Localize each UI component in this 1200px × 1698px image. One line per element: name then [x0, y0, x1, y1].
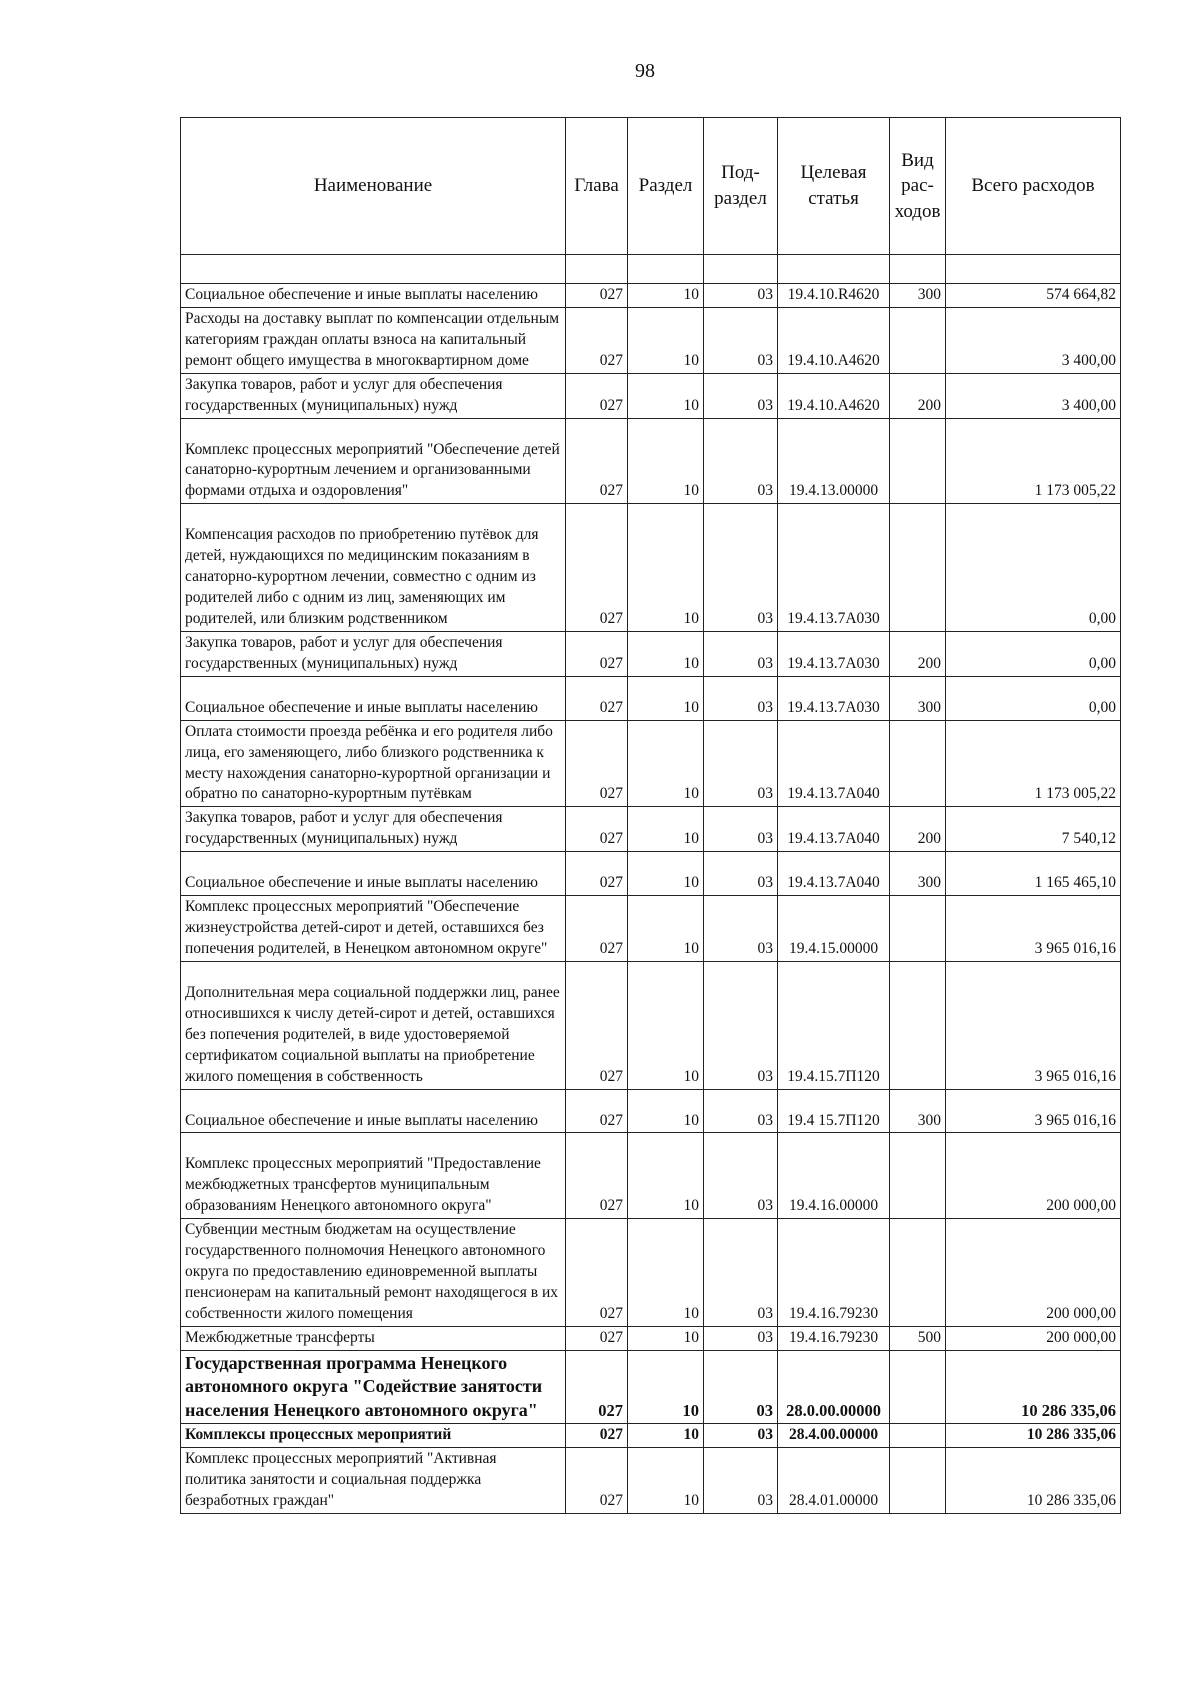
cell-glava-text: 027: [599, 286, 623, 303]
cell-podrazdel: [704, 307, 778, 373]
table-row: [181, 1447, 1121, 1513]
cell-name: [181, 1089, 566, 1133]
header-name: Наименование: [181, 118, 566, 255]
cell-total: [946, 504, 1121, 632]
cell-podrazdel-text: 03: [756, 1400, 773, 1420]
table-row: [181, 373, 1121, 418]
cell-celevaya: [778, 307, 890, 373]
cell-glava: [566, 1423, 628, 1447]
cell-name-text: Социальное обеспечение и иные выплаты населению: [185, 286, 539, 303]
table-row: [181, 807, 1121, 852]
cell-podrazdel-text: 03: [757, 1304, 773, 1322]
cell-name-text: Компенсация расходов по приобретению путёвок для детей, нуждающихся по медицинским показаниям в санаторно-курортном лечении, совместно с одним из родителей либо с одним из лиц, заменяющих им родителей, или близким родственником: [185, 526, 539, 627]
cell-total: [946, 307, 1121, 373]
cell-razdel: [628, 720, 704, 807]
cell-glava-text: 027: [599, 1425, 623, 1443]
table-row: [181, 961, 1121, 1089]
cell-vid: [890, 720, 946, 807]
cell-glava: [566, 676, 628, 720]
table-row: [181, 1219, 1121, 1327]
cell-razdel-text: 10: [683, 1197, 699, 1215]
cell-total: [946, 284, 1121, 308]
cell-total-text: 3 965 016,16: [1034, 1111, 1116, 1129]
cell-celevaya: [778, 676, 890, 720]
cell-podrazdel: [704, 373, 778, 418]
cell-razdel-text: 10: [683, 1328, 699, 1346]
cell-total: [946, 1447, 1121, 1513]
cell-total-text: 7 540,12: [1061, 830, 1116, 848]
cell-glava: [566, 961, 628, 1089]
spacer-cell: [704, 255, 778, 284]
table-row: [181, 631, 1121, 676]
cell-podrazdel-text: 03: [757, 1425, 773, 1443]
cell-name: [181, 676, 566, 720]
cell-podrazdel: [704, 1326, 778, 1350]
cell-celevaya: [778, 1326, 890, 1350]
cell-name: [181, 961, 566, 1089]
cell-razdel-text: 10: [682, 1400, 699, 1420]
cell-glava: [566, 504, 628, 632]
cell-vid: [890, 284, 946, 308]
cell-vid: [890, 1089, 946, 1133]
cell-celevaya-text: 19.4.13.7A040: [787, 830, 880, 848]
cell-vid-text: 300: [917, 698, 941, 716]
cell-vid-text: 200: [917, 654, 941, 672]
cell-total-text: 1 165 465,10: [1034, 874, 1116, 892]
cell-name: [181, 720, 566, 807]
cell-celevaya-text: 28.0.00.00000: [786, 1400, 881, 1420]
cell-name-text: Социальное обеспечение и иные выплаты населению: [185, 698, 539, 716]
cell-razdel: [628, 1089, 704, 1133]
cell-vid: [890, 373, 946, 418]
cell-name: [181, 284, 566, 308]
cell-glava: [566, 896, 628, 962]
cell-vid: [890, 807, 946, 852]
cell-razdel: [628, 307, 704, 373]
cell-celevaya: [778, 1447, 890, 1513]
cell-razdel-text: 10: [683, 830, 699, 848]
cell-total-text: 574 664,82: [1046, 286, 1116, 303]
cell-name-text: Государственная программа Ненецкого автономного округа "Содействие занятости населения Ненецкого автономного округа": [185, 1352, 543, 1420]
cell-podrazdel: [704, 504, 778, 632]
cell-razdel: [628, 504, 704, 632]
cell-razdel: [628, 1447, 704, 1513]
spacer-cell: [566, 255, 628, 284]
cell-celevaya: [778, 1350, 890, 1423]
cell-glava: [566, 1447, 628, 1513]
cell-name-text: Субвенции местным бюджетам на осуществление государственного полномочия Ненецкого автономного округа по предоставлению единовременной выплаты пенсионерам на капитальный ремонт находящегося в их собственности жилого помещения: [185, 1221, 558, 1322]
cell-name: [181, 1423, 566, 1447]
cell-razdel-text: 10: [683, 482, 699, 500]
cell-glava-text: 027: [599, 482, 623, 500]
cell-celevaya: [778, 896, 890, 962]
cell-podrazdel: [704, 1447, 778, 1513]
cell-name: [181, 807, 566, 852]
spacer-cell: [181, 255, 566, 284]
cell-glava: [566, 1133, 628, 1219]
spacer-cell: [778, 255, 890, 284]
header-vid: Вид рас- ходов: [890, 118, 946, 255]
cell-podrazdel: [704, 961, 778, 1089]
cell-podrazdel: [704, 418, 778, 504]
cell-celevaya-text: 19.4.13.7A030: [787, 609, 880, 627]
cell-celevaya-text: 19.4 15.7П120: [787, 1111, 880, 1129]
cell-razdel: [628, 807, 704, 852]
cell-glava-text: 027: [599, 1197, 623, 1215]
cell-total: [946, 807, 1121, 852]
cell-podrazdel: [704, 676, 778, 720]
cell-total: [946, 1089, 1121, 1133]
cell-podrazdel-text: 03: [757, 286, 773, 303]
cell-glava: [566, 307, 628, 373]
cell-razdel-text: 10: [683, 351, 699, 369]
cell-vid-text: 200: [917, 830, 941, 848]
cell-razdel: [628, 418, 704, 504]
cell-name: [181, 418, 566, 504]
cell-name-text: Комплекс процессных мероприятий "Активная политика занятости и социальная поддержка безработных граждан": [185, 1449, 497, 1509]
cell-vid: [890, 896, 946, 962]
cell-razdel: [628, 896, 704, 962]
cell-total-text: 3 965 016,16: [1034, 1067, 1116, 1085]
table-header-row: [181, 118, 1121, 255]
cell-razdel-text: 10: [683, 1111, 699, 1129]
cell-podrazdel: [704, 1350, 778, 1423]
cell-celevaya: [778, 852, 890, 896]
cell-celevaya-text: 19.4.16.00000: [788, 1197, 879, 1215]
cell-name: [181, 1326, 566, 1350]
cell-celevaya: [778, 807, 890, 852]
cell-glava-text: 027: [599, 698, 623, 716]
cell-razdel-text: 10: [683, 698, 699, 716]
cell-vid: [890, 1219, 946, 1327]
cell-podrazdel-text: 03: [757, 1491, 773, 1509]
cell-celevaya: [778, 631, 890, 676]
cell-total-text: 3 400,00: [1061, 351, 1116, 369]
cell-glava-text: 027: [599, 654, 623, 672]
cell-celevaya: [778, 720, 890, 807]
header-total: Всего расходов: [946, 118, 1121, 255]
cell-name: [181, 1350, 566, 1423]
cell-razdel-text: 10: [683, 654, 699, 672]
cell-name-text: Закупка товаров, работ и услуг для обеспечения государственных (муниципальных) нужд: [185, 809, 503, 848]
cell-total: [946, 1350, 1121, 1423]
table-body: [181, 255, 1121, 1514]
cell-name: [181, 896, 566, 962]
cell-celevaya-text: 19.4.10.R4620: [787, 286, 880, 303]
cell-celevaya-text: 19.4.10.A4620: [787, 351, 880, 369]
table-row: [181, 1089, 1121, 1133]
cell-glava: [566, 418, 628, 504]
cell-name: [181, 1219, 566, 1327]
table-row: [181, 676, 1121, 720]
cell-vid-text: 300: [917, 1111, 941, 1129]
cell-razdel: [628, 1326, 704, 1350]
cell-podrazdel-text: 03: [757, 830, 773, 848]
cell-total-text: 3 400,00: [1061, 396, 1116, 414]
cell-podrazdel-text: 03: [757, 698, 773, 716]
cell-celevaya: [778, 1219, 890, 1327]
page-number: 98: [635, 60, 655, 82]
cell-glava-text: 027: [599, 939, 623, 957]
header-celevaya: Целевая статья: [778, 118, 890, 255]
spacer-cell: [946, 255, 1121, 284]
cell-vid: [890, 676, 946, 720]
cell-celevaya: [778, 1423, 890, 1447]
cell-podrazdel: [704, 807, 778, 852]
cell-razdel-text: 10: [683, 396, 699, 414]
cell-name-text: Комплексы процессных мероприятий: [185, 1425, 452, 1443]
cell-podrazdel-text: 03: [757, 482, 773, 500]
cell-total: [946, 1423, 1121, 1447]
cell-name-text: Оплата стоимости проезда ребёнка и его родителя либо лица, его заменяющего, либо близкого родственника к месту нахождения санаторно-курортной организации и обратно по санаторно-курортным путёвкам: [185, 722, 553, 803]
cell-celevaya-text: 19.4.15.00000: [788, 939, 879, 957]
cell-razdel: [628, 1133, 704, 1219]
cell-vid: [890, 961, 946, 1089]
cell-podrazdel: [704, 896, 778, 962]
cell-vid: [890, 1423, 946, 1447]
cell-celevaya-text: 19.4.15.7П120: [787, 1067, 880, 1085]
cell-vid: [890, 307, 946, 373]
cell-podrazdel-text: 03: [757, 396, 773, 414]
cell-podrazdel-text: 03: [757, 609, 773, 627]
spacer-cell: [890, 255, 946, 284]
cell-celevaya: [778, 1089, 890, 1133]
cell-total-text: 0,00: [1088, 609, 1116, 627]
cell-name: [181, 307, 566, 373]
cell-celevaya: [778, 961, 890, 1089]
table-row: [181, 720, 1121, 807]
cell-podrazdel-text: 03: [757, 654, 773, 672]
cell-razdel-text: 10: [683, 1491, 699, 1509]
cell-podrazdel: [704, 852, 778, 896]
cell-razdel: [628, 676, 704, 720]
cell-vid: [890, 1447, 946, 1513]
cell-name: [181, 631, 566, 676]
cell-razdel: [628, 373, 704, 418]
cell-vid-text: 300: [917, 286, 941, 303]
cell-name-text: Социальное обеспечение и иные выплаты населению: [185, 1111, 539, 1129]
cell-total: [946, 896, 1121, 962]
cell-name-text: Комплекс процессных мероприятий "Обеспечение жизнеустройства детей-сирот и детей, оставшихся без попечения родителей, в Ненецком автономном округе": [185, 898, 548, 957]
cell-podrazdel: [704, 284, 778, 308]
header-podrazdel: Под- раздел: [704, 118, 778, 255]
cell-name-text: Межбюджетные трансферты: [185, 1328, 375, 1346]
table-row: [181, 284, 1121, 308]
cell-podrazdel: [704, 631, 778, 676]
cell-glava-text: 027: [599, 1067, 623, 1085]
cell-glava: [566, 373, 628, 418]
cell-razdel: [628, 1423, 704, 1447]
table-row: [181, 1423, 1121, 1447]
cell-total-text: 1 173 005,22: [1034, 785, 1116, 803]
cell-name: [181, 852, 566, 896]
cell-razdel: [628, 961, 704, 1089]
cell-glava-text: 027: [599, 1328, 623, 1346]
cell-celevaya-text: 19.4.13.7A030: [787, 654, 880, 672]
cell-total-text: 0,00: [1088, 698, 1116, 716]
cell-vid: [890, 1326, 946, 1350]
cell-celevaya-text: 19.4.13.7A040: [787, 785, 880, 803]
cell-razdel-text: 10: [683, 1425, 699, 1443]
cell-vid: [890, 504, 946, 632]
table-row: [181, 896, 1121, 962]
cell-name-text: Комплекс процессных мероприятий "Обеспечение детей санаторно-курортным лечением и организованными формами отдыха и оздоровления": [185, 440, 560, 500]
header-glava: Глава: [566, 118, 628, 255]
cell-glava-text: 027: [599, 1491, 623, 1509]
cell-razdel: [628, 1350, 704, 1423]
cell-glava-text: 027: [599, 351, 623, 369]
cell-total: [946, 373, 1121, 418]
cell-razdel: [628, 631, 704, 676]
cell-razdel: [628, 852, 704, 896]
cell-podrazdel-text: 03: [757, 351, 773, 369]
cell-podrazdel-text: 03: [757, 1067, 773, 1085]
cell-razdel-text: 10: [683, 939, 699, 957]
cell-total: [946, 418, 1121, 504]
cell-razdel-text: 10: [683, 1304, 699, 1322]
cell-name-text: Социальное обеспечение и иные выплаты населению: [185, 874, 539, 892]
cell-celevaya-text: 19.4.10.A4620: [787, 396, 880, 414]
table-row: [181, 1350, 1121, 1423]
cell-total-text: 0,00: [1088, 654, 1116, 672]
cell-total: [946, 720, 1121, 807]
cell-celevaya-text: 19.4.13.7A030: [787, 698, 880, 716]
cell-glava: [566, 1350, 628, 1423]
cell-razdel: [628, 284, 704, 308]
cell-vid-text: 500: [917, 1328, 941, 1346]
cell-name-text: Комплекс процессных мероприятий "Предоставление межбюджетных трансфертов муниципальным образованиям Ненецкого автономного округа": [185, 1155, 541, 1215]
cell-razdel-text: 10: [683, 1067, 699, 1085]
cell-celevaya: [778, 418, 890, 504]
cell-glava: [566, 284, 628, 308]
cell-glava: [566, 807, 628, 852]
cell-total: [946, 852, 1121, 896]
cell-glava-text: 027: [599, 1111, 623, 1129]
cell-glava: [566, 852, 628, 896]
cell-celevaya-text: 19.4.16.79230: [788, 1304, 879, 1322]
cell-total-text: 3 965 016,16: [1034, 939, 1116, 957]
cell-razdel-text: 10: [683, 286, 699, 303]
cell-total: [946, 961, 1121, 1089]
cell-podrazdel: [704, 720, 778, 807]
cell-total-text: 10 286 335,06: [1021, 1400, 1116, 1420]
cell-total-text: 10 286 335,06: [1026, 1425, 1116, 1443]
cell-total-text: 200 000,00: [1046, 1328, 1116, 1346]
budget-table: [180, 117, 1121, 1514]
cell-podrazdel: [704, 1089, 778, 1133]
cell-glava: [566, 1089, 628, 1133]
cell-glava-text: 027: [599, 874, 623, 892]
cell-vid-text: 200: [917, 396, 941, 414]
table-row: [181, 852, 1121, 896]
cell-glava: [566, 1219, 628, 1327]
cell-name: [181, 1447, 566, 1513]
cell-podrazdel-text: 03: [757, 939, 773, 957]
cell-name-text: Закупка товаров, работ и услуг для обеспечения государственных (муниципальных) нужд: [185, 633, 503, 672]
header-spacer-row: [181, 255, 1121, 284]
table-row: [181, 504, 1121, 632]
cell-podrazdel-text: 03: [757, 1197, 773, 1215]
cell-glava-text: 027: [599, 396, 623, 414]
cell-podrazdel: [704, 1423, 778, 1447]
cell-podrazdel-text: 03: [757, 874, 773, 892]
spacer-cell: [628, 255, 704, 284]
cell-podrazdel: [704, 1133, 778, 1219]
cell-total: [946, 1133, 1121, 1219]
cell-vid: [890, 852, 946, 896]
table-row: [181, 307, 1121, 373]
cell-podrazdel: [704, 1219, 778, 1327]
cell-name-text: Закупка товаров, работ и услуг для обеспечения государственных (муниципальных) нужд: [185, 375, 503, 414]
cell-vid: [890, 418, 946, 504]
cell-name-text: Расходы на доставку выплат по компенсации отдельным категориям граждан оплаты взноса на капитальный ремонт общего имущества в многоквартирном доме: [185, 309, 560, 369]
cell-celevaya: [778, 1133, 890, 1219]
table-row: [181, 418, 1121, 504]
cell-vid: [890, 1133, 946, 1219]
header-razdel: Раздел: [628, 118, 704, 255]
cell-total-text: 200 000,00: [1046, 1304, 1116, 1322]
table-row: [181, 1133, 1121, 1219]
cell-celevaya-text: 19.4.13.00000: [788, 482, 879, 500]
cell-podrazdel-text: 03: [757, 1111, 773, 1129]
cell-podrazdel-text: 03: [757, 785, 773, 803]
cell-glava-text: 027: [599, 785, 623, 803]
cell-razdel-text: 10: [683, 785, 699, 803]
cell-vid-text: 300: [917, 874, 941, 892]
cell-celevaya-text: 28.4.00.00000: [788, 1425, 879, 1443]
cell-name: [181, 504, 566, 632]
cell-celevaya-text: 19.4.13.7A040: [787, 874, 880, 892]
cell-total-text: 1 173 005,22: [1034, 482, 1116, 500]
cell-glava: [566, 1326, 628, 1350]
cell-name: [181, 373, 566, 418]
cell-total: [946, 1219, 1121, 1327]
cell-total: [946, 676, 1121, 720]
cell-total-text: 10 286 335,06: [1026, 1491, 1116, 1509]
cell-glava: [566, 720, 628, 807]
cell-total-text: 200 000,00: [1046, 1197, 1116, 1215]
cell-celevaya-text: 28.4.01.00000: [788, 1491, 879, 1509]
cell-name-text: Дополнительная мера социальной поддержки лиц, ранее относившихся к числу детей-сирот и детей, оставшихся без попечения родителей, в виде удостоверяемой сертификатом социальной выплаты на приобретение жилого помещения в собственность: [185, 983, 560, 1085]
cell-total: [946, 631, 1121, 676]
cell-glava-text: 027: [599, 609, 623, 627]
cell-name: [181, 1133, 566, 1219]
cell-podrazdel-text: 03: [757, 1328, 773, 1346]
cell-glava: [566, 631, 628, 676]
cell-razdel-text: 10: [683, 609, 699, 627]
cell-glava-text: 027: [598, 1400, 623, 1420]
cell-vid: [890, 631, 946, 676]
cell-celevaya-text: 19.4.16.79230: [788, 1328, 879, 1346]
cell-glava-text: 027: [599, 1304, 623, 1322]
cell-celevaya: [778, 373, 890, 418]
cell-total: [946, 1326, 1121, 1350]
table-row: [181, 1326, 1121, 1350]
cell-razdel-text: 10: [683, 874, 699, 892]
cell-glava-text: 027: [599, 830, 623, 848]
cell-vid: [890, 1350, 946, 1423]
cell-celevaya: [778, 284, 890, 308]
cell-celevaya: [778, 504, 890, 632]
cell-razdel: [628, 1219, 704, 1327]
